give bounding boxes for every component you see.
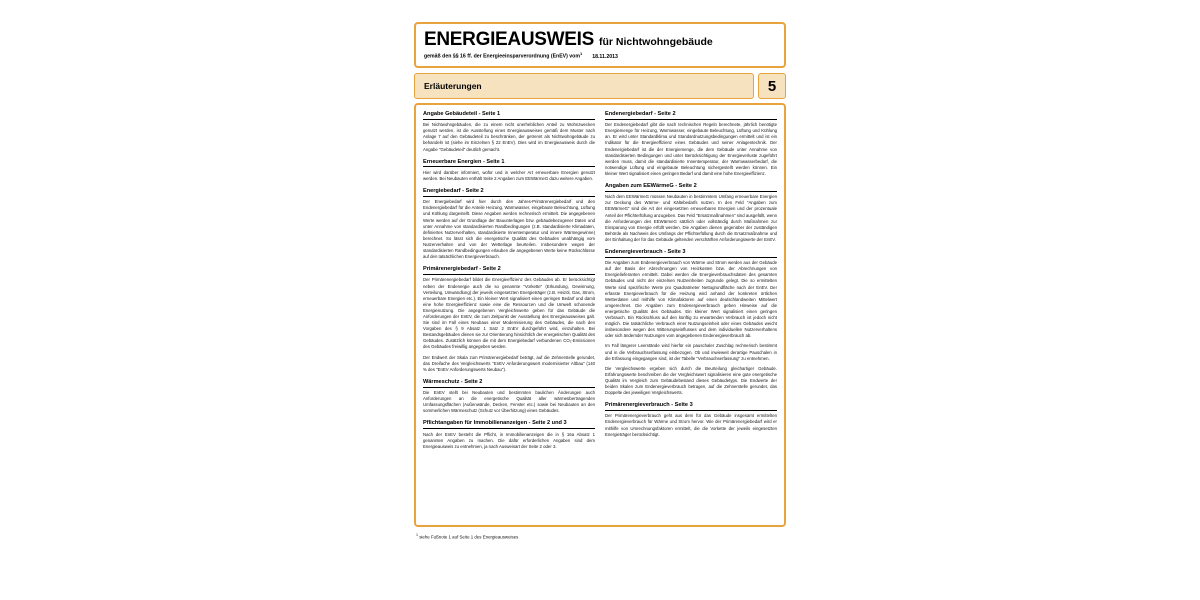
section-heading: Pflichtangaben für Immobilienanzeigen - Seite 2 und 3 bbox=[423, 420, 595, 429]
section-paragraph: Die Angaben zum Endenergieverbrauch von Wärme und Strom werden aus der Gebäude auf der Basis der Abrechnungen von Heizkosten bzw. der Abrechnungen von Energielieferanten ermittelt. Dabei werden die Energieverbrauchsdaten des gesamten Gebäudes und nicht der einzelnen Nutzeinheiten zugrunde gelegt. Die so ermittelten Werte sind spezifische Werte pro Quadratmeter Nettogrundfläche nach der EnEV. Der erfasste Energieverbrauch für die Heizung wird anhand der konkreten örtlichen Wetterdaten und mithilfe von Klimafaktoren auf einen deutschlandweiten Mittelwert umgerechnet. Die Angaben zum Endenergieverbrauch geben Hinweise auf die energetische Qualität des Gebäudes. Ein kleiner Wert signalisiert einen geringen Verbrauch. Ein Rückschluss auf den künftig zu erwartenden Verbrauch ist jedoch nicht möglich. Die tatsächliche Verbrauch einer Nutzungseinheit oder eines Gebäudes weicht insbesondere wegen des Witterungseinflusses und dem individuellen Nutzerverhaltens oder sich ändernder Nutzungen vom angegebenen Endenergieverbrauch ab. bbox=[605, 260, 777, 339]
footnote-text: siehe Fußnote 1 auf Seite 1 des Energieausweises bbox=[419, 534, 519, 540]
section-heading: Endenergieverbrauch - Seite 3 bbox=[605, 249, 777, 258]
section-paragraph: Der Primärenergiebedarf bildet die Energieeffizienz des Gebäudes ab. Er berücksichtigt neben der Endenergie auch die so genannte "Vorkette" (Erkundung, Gewinnung, Verteilung, Umwandlung) der jeweils eingesetzten Energieträger (z.B. Heizöl, Gas, Strom, erneuerbare Energien etc.). Ein kleiner Wert signalisiert einen geringen Bedarf und damit eine hohe Energieeffizienz sowie eine die Ressourcen und die Umwelt schonende Energienutzung. Die angegebenen Vergleichswerte geben für das Gebäude die Anforderungen der EnEV, die zum Zeitpunkt der Ausstellung des Energieausweises galt. Sie sind im Fall eines Neubaus einer Modernisierung des Gebäudes, die nach den Vorgaben des § 9 Absatz 1 Satz 2 EnEV durchgeführt wird, einzuhalten. Bei Bestandsgebäuden dienen sie zur Orientierung hinsichtlich der energetischen Qualität des Gebäudes. Zusätzlich können die mit dem Energiebedarf verbundenen CO₂-Emissionen des Gebäudes freiwillig angegeben werden. bbox=[423, 277, 595, 350]
footnote bbox=[414, 533, 786, 540]
left-column bbox=[423, 111, 595, 519]
section-paragraph: Der Energiebedarf wird hier durch den Jahres-Primärenergiebedarf und den Endenergiebedarf für die Anteile Heizung, Warmwasser, eingebaute Beleuchtung, Lüftung und Kühlung dargestellt. Diese Angaben werden rechnerisch ermittelt. Die angegebenen Werte werden auf der Grundlage der Bauunterlagen bzw. gebäudebezogener Daten und unter Annahme von standardisierten Randbedingungen (z.B. standardisierte Klimadaten, definiertes Nutzerverhalten, standardisierte Innentemperatur und innere Wärmegewinne) berechnet. So lässt sich die energetische Qualität des Gebäudes unabhängig vom Nutzerverhalten und von der Wetterlage beurteilen. Insbesondere wegen der standardisierten Randbedingungen erlauben die angegebenen Werte keine Rückschlüsse auf den tatsächlichen Energieverbrauch. bbox=[423, 199, 595, 260]
document-title-box bbox=[414, 22, 786, 68]
section-paragraph: Nach der EnEV besteht die Pflicht, in Immobilienanzeigen die in § 16a Absatz 1 genannten Angaben zu machen. Die dafür erforderlichen Angaben sind dem Energieausweis zu entnehmen, ja nach Ausweisart der Seite 2 oder 3. bbox=[423, 431, 595, 449]
legal-reference-footnote-marker: 1 bbox=[579, 51, 583, 56]
two-column-layout bbox=[423, 111, 777, 519]
section-paragraph: Hier wird darüber informiert, wofür und in welcher Art erneuerbare Energien genutzt werden. Bei Neubauten enthält Seite 2 Angaben zum EEWärmeG dazu weitere Angaben. bbox=[423, 169, 595, 181]
section-paragraph: Der Primärenergieverbrauch geht aus dem für das Gebäude insgesamt ermittelten Endenergieverbrauch für Wärme und Strom hervor. Wie der Primärenergiebedarf wird er mithilfe von Umrechnungsfaktoren ermittelt, die die Vorkette der jeweils eingesetzten Energieträger berücksichtigt. bbox=[605, 413, 777, 437]
legal-reference-text: gemäß den §§ 16 ff. der Energieeinsparverordnung (EnEV) vom bbox=[424, 53, 580, 60]
section-title: Erläuterungen bbox=[414, 73, 754, 99]
page-subtitle: für Nichtwohngebäude bbox=[599, 36, 713, 48]
page-number-badge: 5 bbox=[758, 73, 786, 99]
section-header-strip bbox=[414, 73, 786, 99]
section-paragraph: Im Fall längerer Leerstände wird hierfür ein pauschaler Zuschlag rechnerisch bestimmt und in die Verbrauchserfassung einbezogen. Ob und inwieweit derartige Pauschalen in die Erfassung eingegangen sind, ist der Tabelle "Verbrauchserfassung" zu entnehmen. bbox=[605, 343, 777, 361]
section-heading: Angabe Gebäudeteil - Seite 1 bbox=[423, 111, 595, 120]
page-title: ENERGIEAUSWEIS bbox=[424, 29, 594, 50]
explanations-body bbox=[414, 103, 786, 527]
section-heading: Erneuerbare Energien - Seite 1 bbox=[423, 159, 595, 168]
section-paragraph: Der Endwert der Skala zum Primärenergiebedarf beträgt, auf die Zehnerstelle gerundet, das Dreifache des Vergleichswerts "EnEV Anforderungswert modernisierter Altbau" (140 % des "EnEV Anforderungswerts Neubau"). bbox=[423, 354, 595, 372]
legal-reference-date: 18.11.2013 bbox=[592, 53, 618, 60]
footnote-marker: 1 bbox=[416, 533, 418, 537]
energieausweis-document bbox=[414, 22, 786, 578]
legal-reference bbox=[424, 52, 776, 60]
section-paragraph: Nach dem EEWärmeG müssen Neubauten in bestimmtem Umfang erneuerbare Energien zur Deckung des Wärme- und Kältebedarfs nutzen. In den Feld "Angaben zum EEWärmeG" sind die Art der eingesetzten erneuerbaren Energien und der prozentuale Anteil der Pflichterfüllung anzugeben. Das Feld "Ersatzmaßnahmen" sind ausgefüllt, wenn die Anforderungen des EEWärmeG sätzlich oder vollständig durch Maßnahmen zur Einsparung von Energie erfüllt werden. Die Angaben dienen gegenüber der zuständigen Behörde als Nachweis des Umfangs der Pflichterfüllung durch die Ersatzmaßnahme und der Einhaltung der für das Gebäude geltenden verschärften Anforderungswerte der EnEV. bbox=[605, 194, 777, 242]
section-heading: Angaben zum EEWärmeG - Seite 2 bbox=[605, 183, 777, 192]
section-paragraph: Bei Nichtwohngebäuden, die zu einem nicht unerheblichen Anteil zu Wohnzwecken genutzt werden, ist die Ausstellung eines Energieausweises gemäß dem Muster nach Anlage 7 auf den Gebäudeteil zu beschränken, der getrennt als Nichtwohngebäude zu behandeln ist (siehe im Einzelnen § 22 EnEV). Dies wird im Energieausweis durch die Angabe "Gebäudeteil" deutlich gemacht. bbox=[423, 122, 595, 152]
section-heading: Wärmeschutz - Seite 2 bbox=[423, 379, 595, 388]
section-paragraph: Der Endenergiebedarf gibt die nach technischen Regeln berechnete, jährlich benötigte Energiemenge für Heizung, Warmwasser, eingebaute Beleuchtung, Lüftung und Kühlung an. Er wird unter Standardklima und Standardnutzungsbedingungen ermittelt und ist ein Indikator für die Energieeffizienz eines Gebäudes und seiner Anlagentechnik. Der Endenergiebedarf ist die der Energiemenge, die dem Gebäude unter Annahme von standardisierten Bedingungen und unter Berücksichtigung der Energieverluste zugeführt werden muss, damit die standardisierte Innentemperatur, der Warmwasserbedarf, die notwendige Lüftung und eingebaute Beleuchtung sichergestellt werden können. Ein kleiner Wert signalisiert einen geringen Bedarf und damit eine hohe Energieeffizienz. bbox=[605, 122, 777, 176]
section-paragraph: Die EnEV stellt bei Neubauten und bestimmten baulichen Änderungen auch Anforderungen an die energetische Qualität aller wärmeübertragenden Umfassungsflächen (Außenwände, Decken, Fenster etc.) sowie bei Neubauten an den sommerlichen Wärmeschutz (Schutz vor Überhitzung) eines Gebäudes. bbox=[423, 390, 595, 414]
right-column bbox=[605, 111, 777, 519]
section-heading: Primärenergieverbrauch - Seite 3 bbox=[605, 402, 777, 411]
title-row bbox=[424, 30, 776, 49]
section-heading: Primärenergiebedarf - Seite 2 bbox=[423, 266, 595, 275]
section-paragraph: Die Vergleichswerte ergeben sich durch die Beurteilung gleichartiger Gebäude. Erfahrungswerte beschreiben die der Vergleichswert signalisieren eine gute energetische Qualität im Vergleich zum Gebäudebestand dieses Gebäudetyps. Die Endwerte der beiden Skalen zum Endenergieverbrauch betragen, auf die Zehnerstelle gerundet, das Doppelte des jeweiligen Vergleichswerts. bbox=[605, 365, 777, 396]
section-heading: Endenergiebedarf - Seite 2 bbox=[605, 111, 777, 120]
section-heading: Energiebedarf - Seite 2 bbox=[423, 188, 595, 197]
